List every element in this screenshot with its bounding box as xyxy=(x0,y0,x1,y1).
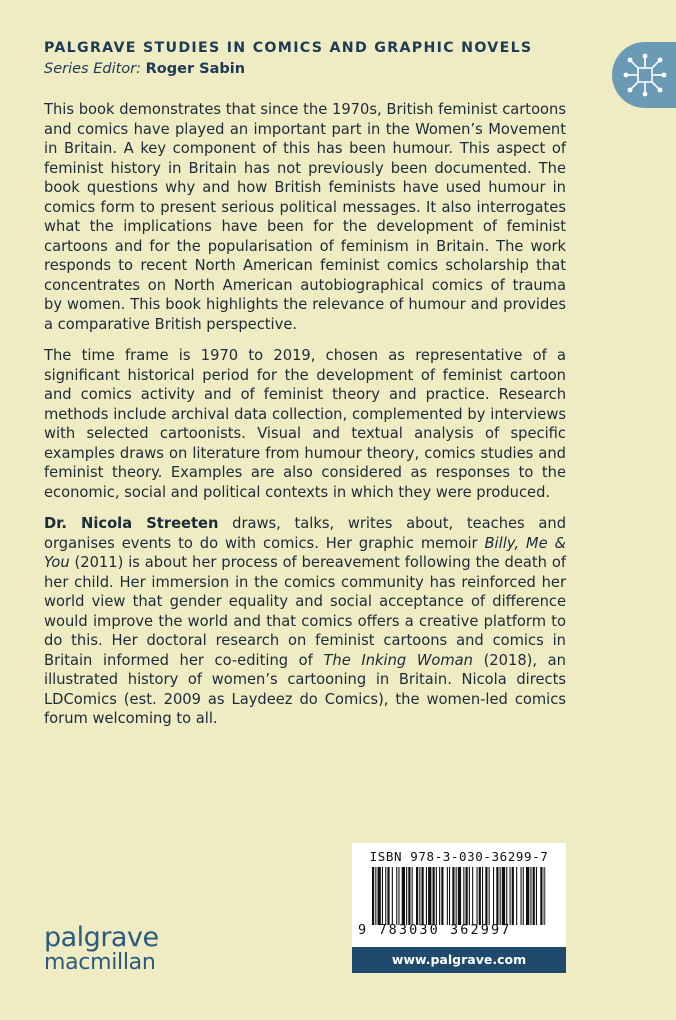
series-title: PALGRAVE STUDIES IN COMICS AND GRAPHIC NOVELS xyxy=(44,40,533,56)
back-cover-text xyxy=(44,100,566,741)
springer-nature-network-icon xyxy=(622,52,668,98)
barcode-block xyxy=(352,843,566,973)
bio-text-3: (2018), an illustrated history of women’s cartooning in Britain. Nicola directs LDComics (est. 2009 as Laydeez do Comics), the women-led comics forum welcoming to all. xyxy=(44,651,566,727)
book-title-billy: Billy, Me & You xyxy=(44,534,566,571)
book-title-inking-woman: The Inking Woman xyxy=(323,651,473,669)
bio-text-1: draws, talks, writes about, teaches and organises events to do with comics. Her graphic memoir xyxy=(44,515,567,552)
logo-line-2: macmillan xyxy=(44,950,156,975)
blurb-paragraph-2: The time frame is 1970 to 2019, chosen as representative of a significant historical period for the development of feminist cartoon and comics activity and of feminist theory and practice. Research methods include archival data collection, complemented by interviews with selected cartoonists. Visual and textual analysis of specific examples draws on literature from humour theory, comics studies and feminist theory. Examples are also considered as responses to the economic, social and political contexts in which they were produced. xyxy=(44,347,566,501)
series-editor-name: Roger Sabin xyxy=(145,61,246,77)
publisher-url[interactable]: www.palgrave.com xyxy=(352,947,566,973)
springer-nature-badge xyxy=(612,42,676,108)
isbn-label: ISBN 978-3-030-36299-7 xyxy=(369,849,549,864)
bio-text-2: (2011) is about her process of bereavement following the death of her child. Her immersion in the comics community has reinforced her world view that gender equality and social acceptance of difference would improve the world and that comics offers a creative platform to do this. Her doctoral research on feminist cartoons and comics in Britain informed her co-editing of xyxy=(44,554,566,669)
blurb-paragraph-1: This book demonstrates that since the 1970s, British feminist cartoons and comics have played an important part in the Women’s Movement in Britain. A key component of this has been humour. This aspect of feminist history in Britain has not previously been documented. The book questions why and how British feminists have used humour in comics form to present serious political messages. It also interrogates what the implications have been for the development of feminist cartoons and for the popularisation of feminism in Britain. The work responds to recent North American feminist comics scholarship that concentrates on North American autobiographical comics of trauma by women. This book highlights the relevance of humour and provides a comparative British perspective. xyxy=(44,101,566,333)
author-bio xyxy=(44,514,566,729)
series-editor xyxy=(44,61,245,77)
logo-line-1: palgrave xyxy=(44,922,159,953)
author-name: Dr. Nicola Streeten xyxy=(44,515,219,532)
barcode-digits: 9 783030 362997 xyxy=(358,922,512,938)
palgrave-macmillan-logo xyxy=(44,924,159,974)
series-editor-label: Series Editor: xyxy=(44,61,141,77)
barcode-icon xyxy=(372,867,546,925)
